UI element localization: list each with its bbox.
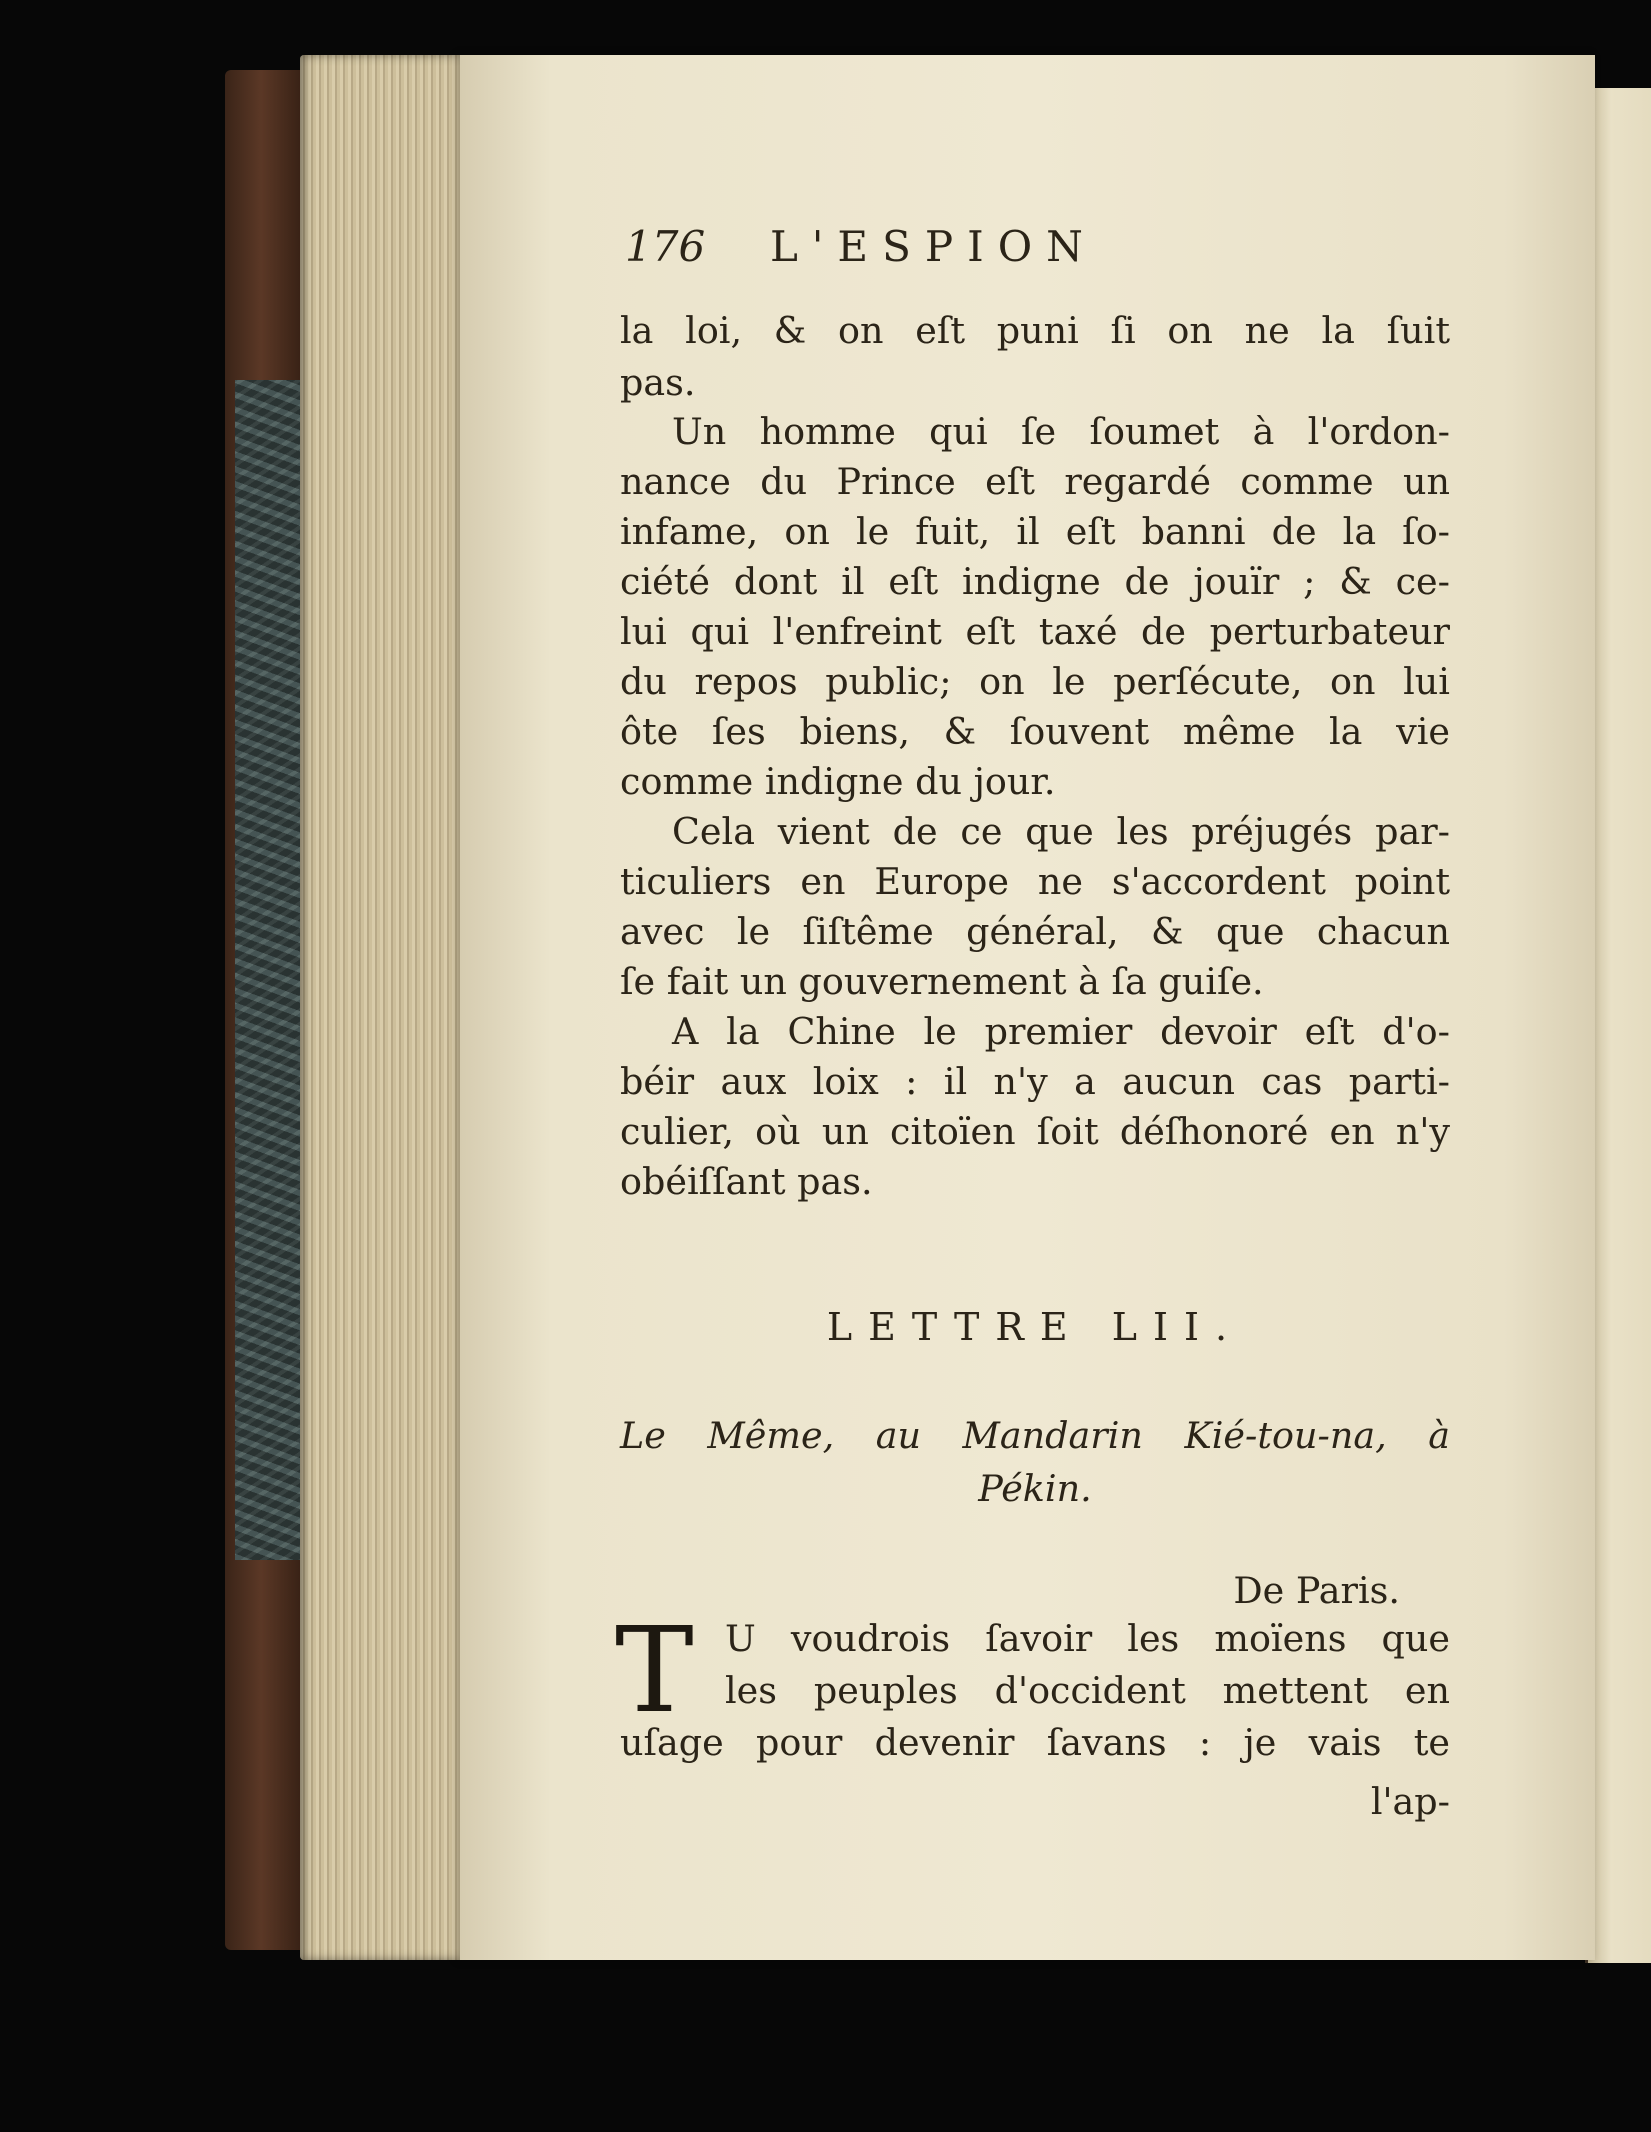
text-line: la loi, & on eſt puni ſi on ne la ſuit <box>620 309 1450 352</box>
text-line: béir aux loix : il n'y a aucun cas parti- <box>620 1060 1450 1103</box>
catchword: l'ap- <box>1370 1780 1450 1823</box>
text-line: ſe fait un gouvernement à ſa guiſe. <box>620 960 1264 1003</box>
text-line: lui qui l'enfreint eſt taxé de perturbateur <box>620 610 1450 653</box>
text-line: infame, on le fuit, il eſt banni de la ſo- <box>620 510 1450 553</box>
text-line: uſage pour devenir ſavans : je vais te <box>620 1721 1450 1764</box>
text-line: Cela vient de ce que les préjugés par- <box>672 810 1450 853</box>
text-line: les peuples d'occident mettent en <box>725 1669 1450 1712</box>
page-edges <box>300 55 470 1960</box>
text-line: U voudrois ſavoir les moïens que <box>725 1617 1450 1660</box>
running-title: L'ESPION <box>770 222 1097 271</box>
text-line: culier, où un citoïen ſoit déſhonoré en n'y <box>620 1110 1450 1153</box>
text-line: du repos public; on le perſécute, on lui <box>620 660 1450 703</box>
text-line: avec le ſiſtême général, & que chacun <box>620 910 1450 953</box>
text-line: Un homme qui ſe ſoumet à l'ordon- <box>672 410 1450 453</box>
drop-cap: T <box>615 1601 694 1739</box>
page-number: 176 <box>625 222 706 271</box>
text-line: ciété dont il eſt indigne de jouïr ; & ce- <box>620 560 1450 603</box>
text-line: ticuliers en Europe ne s'accordent point <box>620 860 1450 903</box>
marbled-endpaper <box>235 380 305 1560</box>
text-line: nance du Prince eſt regardé comme un <box>620 460 1450 503</box>
text-line: pas. <box>620 361 696 404</box>
letter-heading: LETTRE LII. <box>826 1305 1244 1349</box>
text-line: obéiſſant pas. <box>620 1160 873 1203</box>
letter-address: Le Même, au Mandarin Kié-tou-na, à <box>620 1414 1450 1457</box>
dateline: De Paris. <box>1233 1569 1400 1612</box>
letter-address-city: Pékin. <box>978 1467 1092 1510</box>
text-line: comme indigne du jour. <box>620 760 1056 803</box>
text-line: A la Chine le premier devoir eſt d'o- <box>672 1010 1450 1053</box>
text-line: ôte ſes biens, & ſouvent même la vie <box>620 710 1450 753</box>
